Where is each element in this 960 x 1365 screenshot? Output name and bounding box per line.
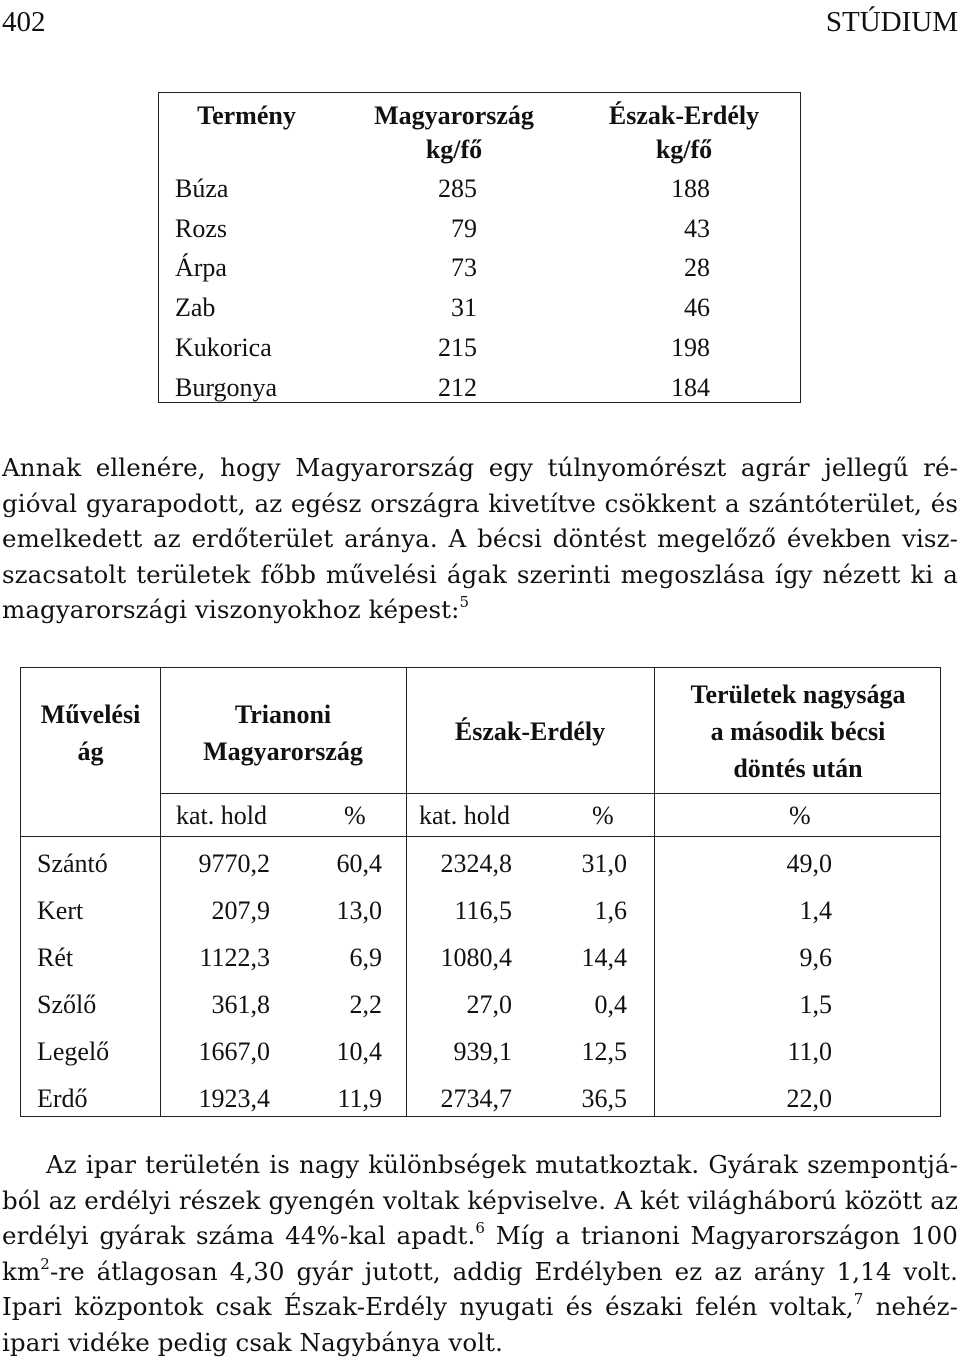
footnote-marker: 6 [475,1219,486,1237]
table-row [21,840,940,887]
crop-name: Zab [175,293,216,323]
column-header-area-size: Területek nagysága a második bécsi döntés után [690,680,906,783]
superscript: 2 [40,1254,50,1273]
north-hold-value: 2734,7 [440,1084,512,1113]
trianon-hold-value: 361,8 [211,990,270,1019]
paragraph-1: Annak ellenére, hogy Magyarország egy túlnyomórészt agrár jellegű ré- gióval gyarapodott, az egész országra kivetítve csökkent a szántóterület, és emelkedett az erdőterület aránya. A bécsi döntést megelőző években visz- szacsatolt területek főbb művelési ágak szerinti megoszlása így nézett ki a magyarországi viszonyokhoz képest:$^5$ [2,453,958,624]
branch-name: Erdő [37,1084,88,1113]
table-row [21,934,940,981]
table-row [21,981,940,1028]
trianon-pct-value: 13,0 [336,896,382,925]
north-hold-value: 27,0 [466,990,512,1019]
column-header-north: Észak-Erdély [454,717,606,746]
table-row [159,328,800,368]
page-header [0,2,960,42]
crop-yield-table [158,92,801,403]
trianon-pct-value: 6,9 [349,943,382,972]
north-pct-value: 36,5 [581,1084,627,1113]
trianon-pct-value: 11,9 [337,1084,382,1113]
crop-name: Kukorica [175,332,272,362]
north-value: 43 [684,213,710,243]
north-value: 198 [671,332,710,362]
table-row [159,169,800,209]
trianon-pct-value: 60,4 [336,849,382,878]
north-value: 188 [671,174,710,203]
north-hold-value: 1080,4 [440,943,512,972]
hungary-value: 79 [451,213,477,243]
column-header-north-transylvania: Észak-Erdély kg/fő [608,101,760,164]
land-use-table [20,667,941,1117]
branch-name: Rét [37,943,74,972]
branch-name: Szőlő [37,990,97,1019]
running-title: STÚDIUM [825,6,958,38]
table-row [21,887,940,934]
table-row [159,248,800,288]
north-pct-value: 0,4 [594,990,627,1019]
column-header-branch: Művelési ág [40,700,141,766]
table-row [159,368,800,408]
trianon-pct-value: 10,4 [336,1037,382,1066]
page-number: 402 [2,6,46,38]
table-row [159,209,800,249]
trianon-hold-value: 1667,0 [198,1037,270,1066]
trianon-pct-value: 2,2 [349,990,382,1019]
subheader-trianon-pct: % [344,801,366,830]
subheader-trianon-hold: kat. hold [176,801,267,830]
north-pct-value: 12,5 [581,1037,627,1066]
footnote-marker: 5 [459,593,470,611]
north-pct-value: 14,4 [581,943,627,972]
crop-name: Burgonya [175,372,278,402]
table-row [21,1075,940,1122]
hungary-value: 285 [438,174,477,203]
trianon-hold-value: 207,9 [211,896,270,925]
table-row [21,1028,940,1075]
footnote-marker: 7 [853,1290,864,1308]
north-value: 46 [684,293,710,323]
area-size-value: 1,5 [799,990,832,1019]
column-header-crop: Termény [197,101,296,130]
area-size-value: 22,0 [786,1084,832,1113]
north-hold-value: 2324,8 [440,849,512,878]
hungary-value: 215 [438,332,477,362]
north-value: 184 [671,372,710,402]
north-hold-value: 116,5 [454,896,512,925]
area-size-value: 49,0 [786,849,832,878]
crop-name: Árpa [175,253,227,283]
area-size-value: 9,6 [799,943,832,972]
subheader-size-pct: % [789,801,811,830]
branch-name: Kert [37,896,84,925]
trianon-hold-value: 1923,4 [198,1084,270,1113]
north-hold-value: 939,1 [453,1037,512,1066]
north-pct-value: 31,0 [581,849,627,878]
paragraph-2: Az ipar területén is nagy különbségek mutatkoztak. Gyárak szempontjá- ból az erdélyi részek gyengén voltak képviselve. A két világháború között az erdélyi gyárak száma 44%-kal apadt.$^6$ Míg a trianoni Magyarországon 100 $km^2-re$ átlagosan 4,30 gyár jutott, addig Erdélyben ez az arány 1,14 volt. Ipari központok csak Észak-Erdély nyugati és északi felén voltak,$^7$ nehéz- ipari vidéke pedig csak Nagybánya volt. [2,1150,959,1357]
branch-name: Legelő [37,1037,110,1066]
crop-name: Búza [175,174,229,203]
north-value: 28 [684,253,710,283]
trianon-hold-value: 9770,2 [198,849,270,878]
table-row [159,288,800,328]
hungary-value: 31 [451,293,477,323]
area-size-value: 11,0 [787,1037,832,1066]
column-header-hungary: Magyarország kg/fő [374,101,534,164]
hungary-value: 212 [438,372,477,402]
column-header-trianon: Trianoni Magyarország [203,700,363,766]
hungary-value: 73 [451,253,477,283]
branch-name: Szántó [37,849,108,878]
north-pct-value: 1,6 [594,896,627,925]
area-size-value: 1,4 [799,896,832,925]
trianon-hold-value: 1122,3 [199,943,270,972]
crop-name: Rozs [175,213,227,243]
subheader-north-pct: % [592,801,614,830]
subheader-north-hold: kat. hold [419,801,510,830]
